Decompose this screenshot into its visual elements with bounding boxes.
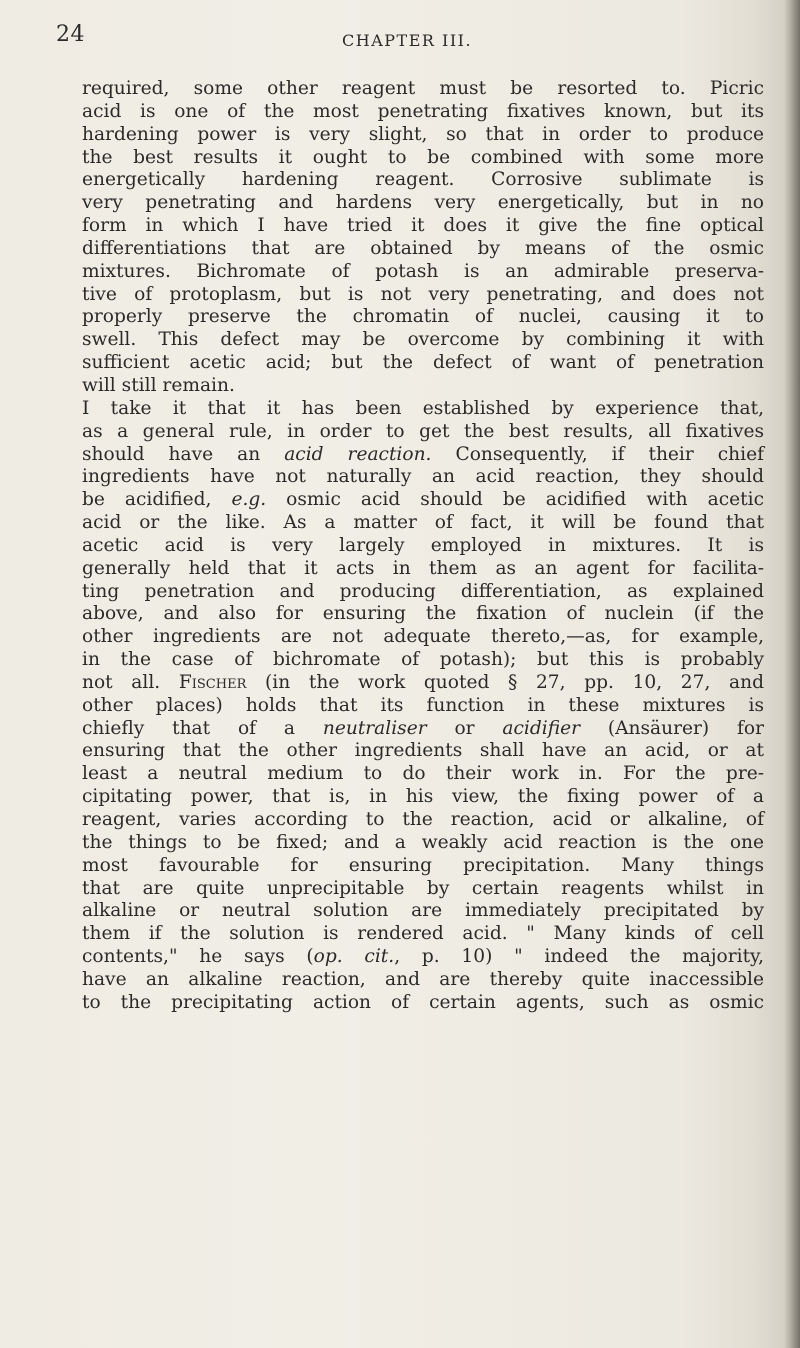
text-line — [82, 718, 764, 741]
text-line — [82, 444, 764, 467]
text-line: tive of protoplasm, but is not very penetrating, and does not — [82, 283, 764, 305]
text-line: acid is one of the most penetrating fixatives known, but its — [82, 100, 764, 122]
text-line: form in which I have tried it does it give the fine optical — [82, 215, 764, 237]
text-line: generally held that it acts in them as an agent for facilita- — [82, 557, 764, 579]
text-line: them if the solution is rendered acid. " Many kinds of cell — [82, 923, 764, 945]
text-line — [82, 946, 764, 969]
italic-segment: neutraliser — [322, 717, 427, 739]
chapter-title: CHAPTER III. — [342, 31, 473, 50]
text-segment: (in the work quoted § 27, pp. 10, 27, and — [246, 671, 764, 693]
text-line: in the case of bichromate of potash); but this is probably — [82, 649, 764, 671]
text-line: ting penetration and producing differentiation, as explained — [82, 580, 764, 602]
italic-segment: e.g. — [231, 489, 267, 511]
text-line: ensuring that the other ingredients shall have an acid, or at — [82, 740, 764, 762]
text-segment: osmic acid should be acidified with acetic — [266, 489, 764, 511]
text-line: that are quite unprecipitable by certain reagents whilst in — [82, 877, 764, 899]
page-binding-shadow — [784, 0, 800, 1348]
text-line: the best results it ought to be combined with some more — [82, 146, 764, 168]
italic-segment: op. cit. — [313, 946, 395, 968]
text-line: properly preserve the chromatin of nuclei, causing it to — [82, 306, 764, 328]
text-line: least a neutral medium to do their work in. For the pre- — [82, 763, 764, 785]
text-line: to the precipitating action of certain agents, such as osmic — [82, 991, 764, 1013]
text-line: will still remain. — [82, 374, 235, 396]
italic-segment: acid reaction. — [284, 443, 432, 465]
text-line: reagent, varies according to the reaction, acid or alkaline, of — [82, 809, 764, 830]
text-segment: , p. 10) " indeed the majority, — [394, 946, 764, 968]
paragraph-start-line: I take it that it has been established by experience that, — [82, 397, 764, 419]
text-line: above, and also for ensuring the fixation of nuclein (if the — [82, 603, 764, 625]
text-segment: not all. — [82, 671, 179, 693]
text-line: cipitating power, that is, in his view, the fixing power of a — [82, 786, 764, 808]
text-line: alkaline or neutral solution are immediately precipitated by — [82, 900, 764, 922]
text-segment: contents," he says ( — [82, 946, 314, 968]
text-line: very penetrating and hardens very energetically, but in no — [82, 192, 764, 214]
text-line: other ingredients are not adequate thereto,—as, for example, — [82, 626, 764, 648]
text-line — [82, 489, 764, 512]
text-line: the things to be fixed; and a weakly acid reaction is the one — [82, 831, 764, 853]
body-text — [82, 78, 764, 1015]
text-line: acid or the like. As a matter of fact, it will be found that — [82, 512, 764, 534]
text-segment: be acidified, — [82, 489, 232, 511]
text-line: ingredients have not naturally an acid reaction, they should — [82, 466, 764, 488]
author-name: Fischer — [178, 671, 247, 693]
text-segment: should have an — [82, 443, 285, 465]
text-line: acetic acid is very largely employed in mixtures. It is — [82, 534, 764, 556]
text-line: energetically hardening reagent. Corrosive sublimate is — [82, 169, 764, 191]
text-segment: or — [426, 717, 503, 739]
text-line: sufficient acetic acid; but the defect of want of penetration — [82, 352, 764, 374]
italic-segment: acidifier — [502, 717, 580, 739]
text-segment: Consequently, if their chief — [431, 443, 764, 465]
text-line: required, some other reagent must be resorted to. Picric — [82, 78, 764, 99]
text-line: hardening power is very slight, so that in order to produce — [82, 123, 764, 145]
text-line: as a general rule, in order to get the best results, all fixatives — [82, 420, 764, 442]
text-line: swell. This defect may be overcome by combining it with — [82, 329, 764, 351]
text-line: most favourable for ensuring precipitation. Many things — [82, 854, 764, 876]
text-line: have an alkaline reaction, and are thereby quite inaccessible — [82, 968, 764, 990]
text-segment: chiefly that of a — [82, 717, 323, 739]
page-number: 24 — [56, 22, 85, 47]
text-line — [82, 672, 764, 695]
text-line: mixtures. Bichromate of potash is an admirable preserva- — [82, 260, 764, 282]
text-segment: (Ansäurer) for — [580, 717, 764, 739]
text-line: differentiations that are obtained by means of the osmic — [82, 237, 764, 259]
running-header — [56, 22, 766, 58]
text-line: other places) holds that its function in these mixtures is — [82, 694, 764, 716]
